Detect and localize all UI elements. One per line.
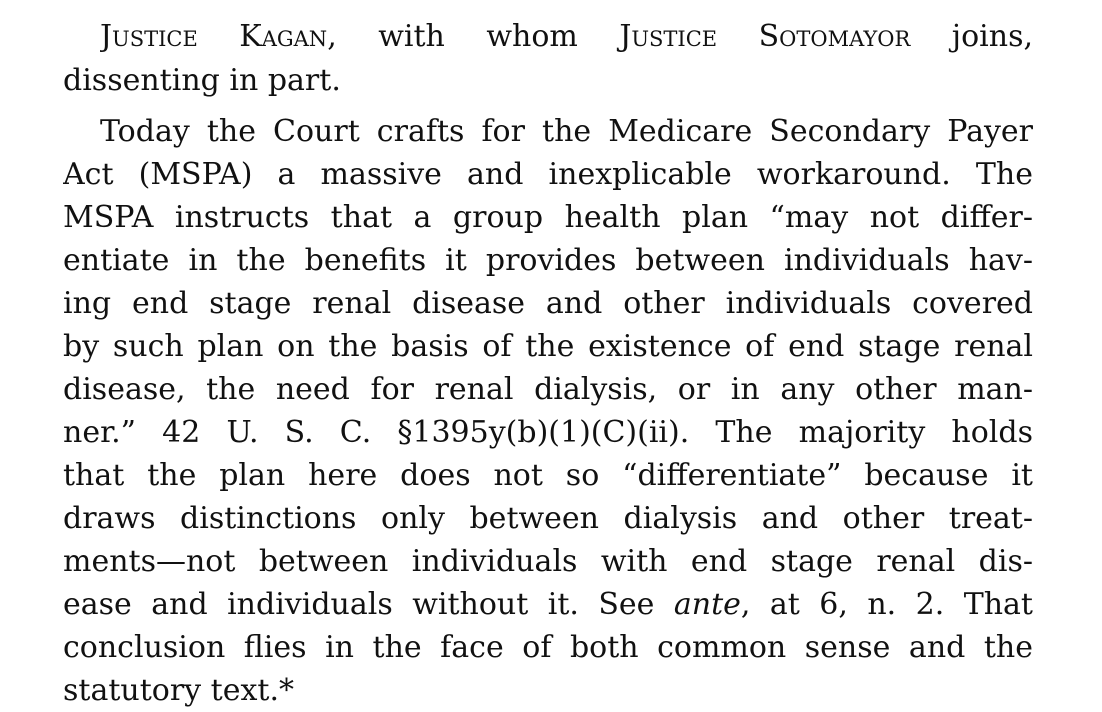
heading-joins: joins,: [910, 19, 1033, 54]
paragraph-line: [63, 583, 1033, 626]
paragraph-line: ments—not between individuals with end stage renal dis-: [63, 544, 1033, 579]
statute-citation-line: ner.” 42 U. S. C. §1395y(b)(1)(C)(ii). The majority holds: [63, 415, 1033, 450]
paragraph-line: entiate in the benefits it provides between individuals hav-: [63, 243, 1033, 278]
paragraph-line: Today the Court crafts for the Medicare Secondary Payer: [100, 114, 1033, 149]
ante-citation-suffix: , at 6, n. 2. That: [740, 587, 1033, 622]
joining-justice: Justice Sotomayor: [619, 19, 911, 54]
heading-connector: , with whom: [327, 19, 620, 54]
author-justice: Justice Kagan: [100, 19, 328, 54]
paragraph-line: ing end stage renal disease and other individuals covered: [63, 286, 1033, 321]
paragraph-line: MSPA instructs that a group health plan “may not differ-: [63, 200, 1033, 235]
paragraph-line: that the plan here does not so “differentiate” because it: [63, 458, 1033, 493]
opinion-heading-line-1: [100, 15, 1033, 58]
paragraph-line: Act (MSPA) a massive and inexplicable workaround. The: [63, 157, 1033, 192]
paragraph-line: draws distinctions only between dialysis and other treat-: [63, 501, 1033, 536]
paragraph-line: conclusion flies in the face of both common sense and the: [63, 630, 1033, 665]
paragraph-line: disease, the need for renal dialysis, or in any other man-: [63, 372, 1033, 407]
opinion-heading-line-2: dissenting in part.: [63, 63, 341, 98]
paragraph-final-line: statutory text.*: [63, 673, 294, 708]
ante-citation: ante: [673, 587, 741, 622]
paragraph-line: by such plan on the basis of the existence of end stage renal: [63, 329, 1033, 364]
ante-citation-prefix: ease and individuals without it. See: [63, 587, 674, 622]
